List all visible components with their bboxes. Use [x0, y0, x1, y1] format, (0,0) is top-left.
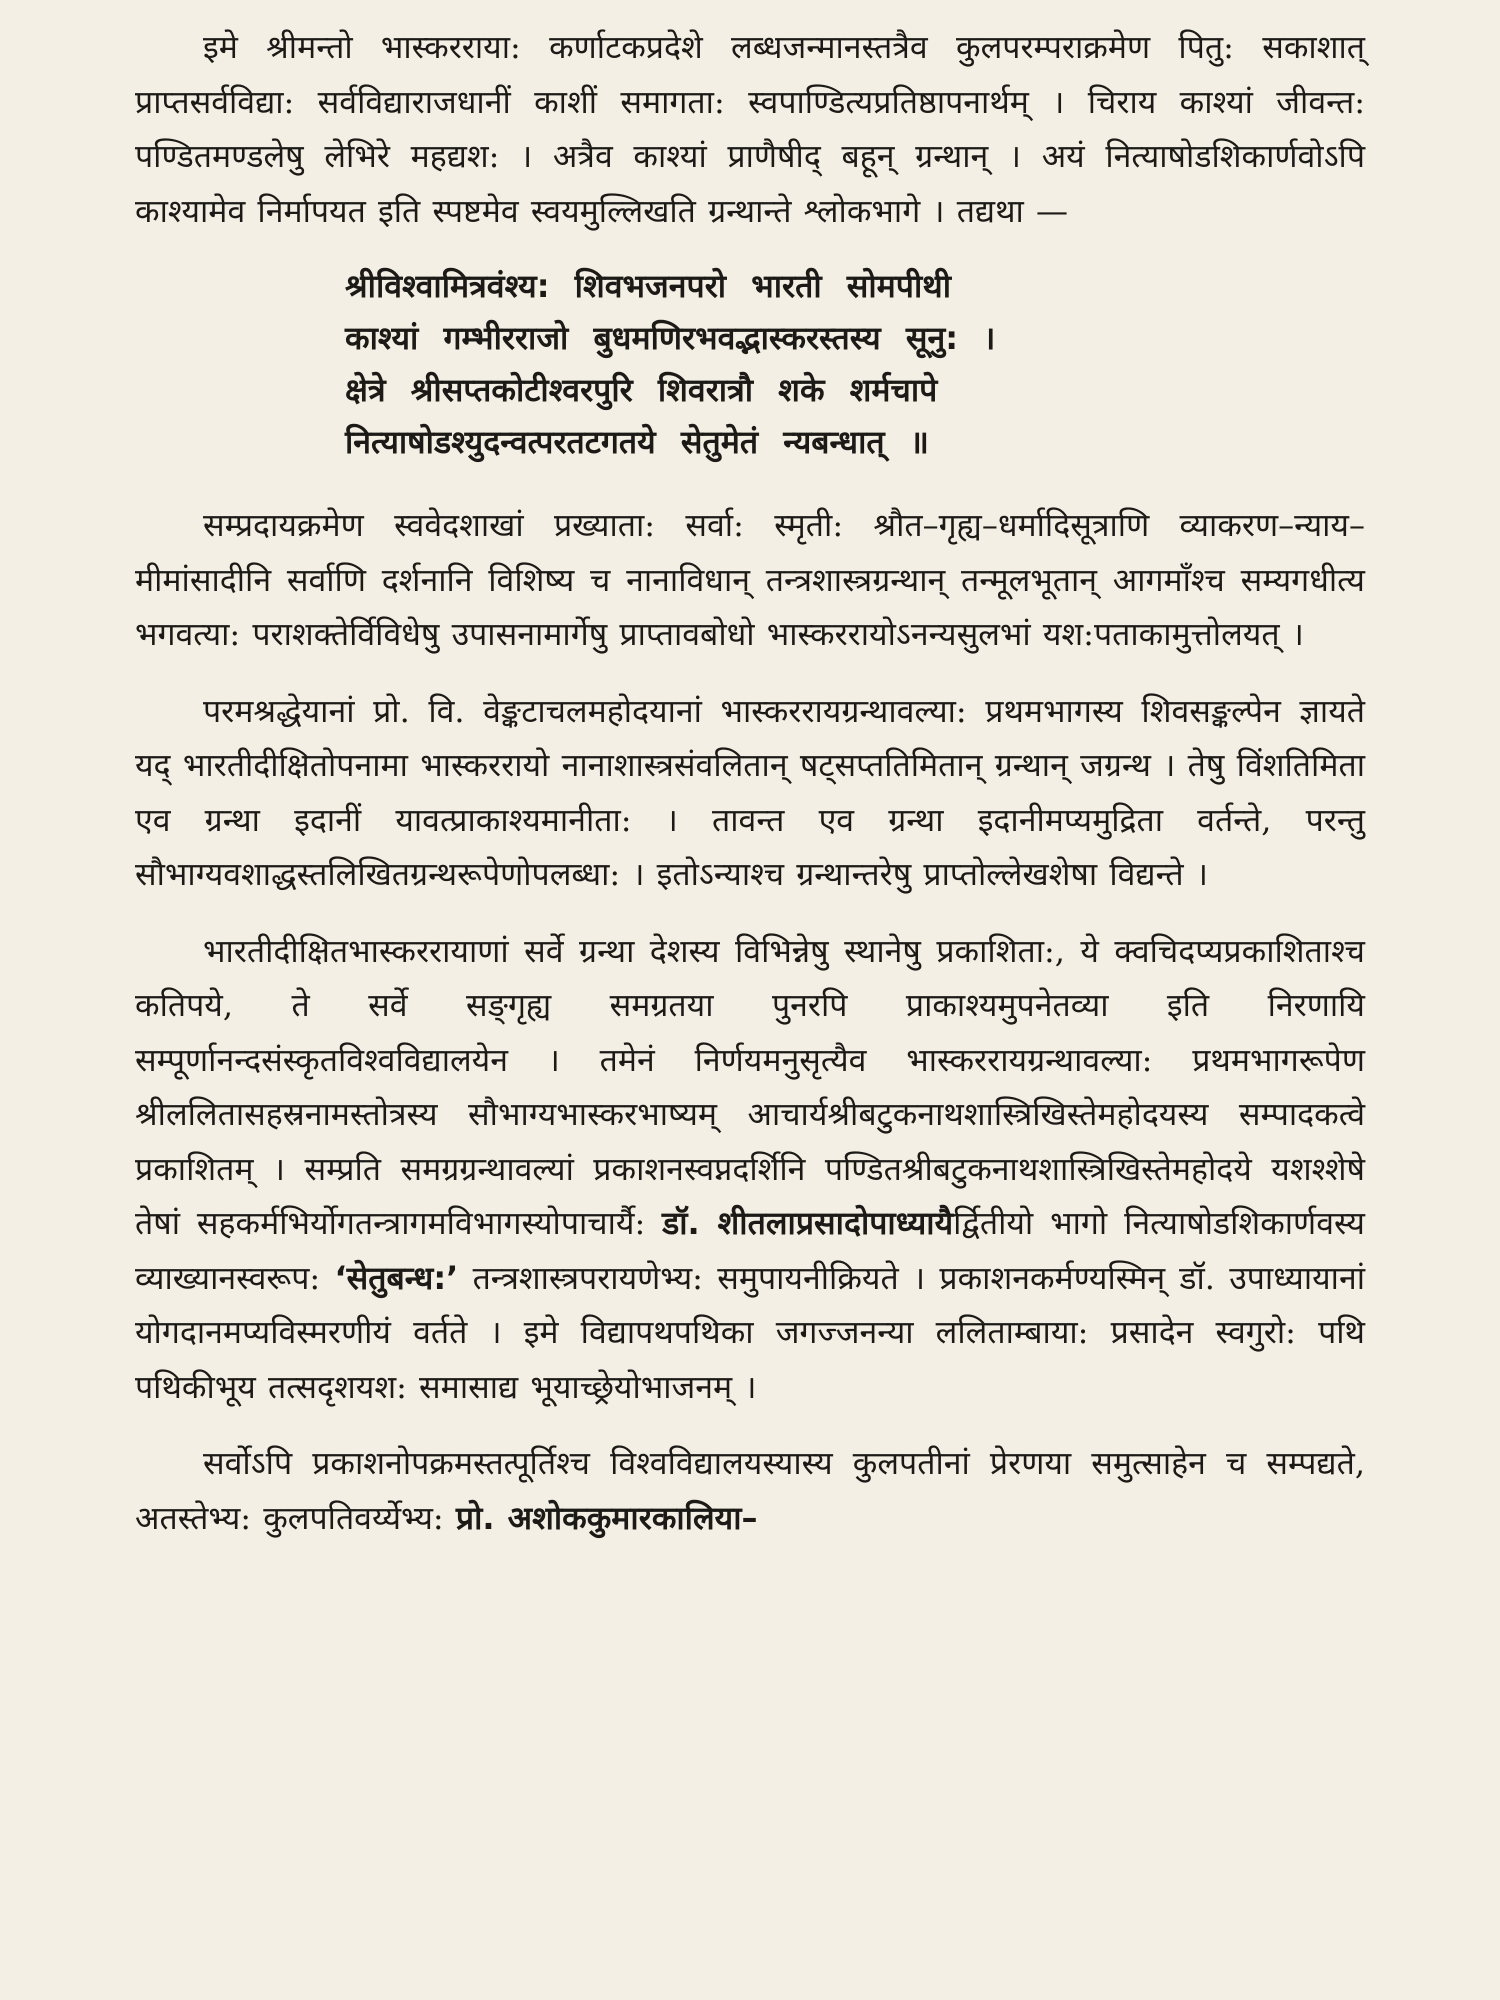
verse-line-1: श्रीविश्वामित्रवंश्य: शिवभजनपरो भारती सोमपीथी [345, 267, 952, 305]
paragraph-4-end: तन्त्रशास्त्रपरायणेभ्य: समुपायनीक्रियते । प्रकाशनकर्मण्यस्मिन् डॉ. उपाध्यायानां योगदानमप्यविस्मरणीयं वर्तते । इमे विद्यापथपथिका जगज्जनन्या ललिताम्बाया: प्रसादेन स्वगुरो: पथि पथिकीभूय तत्सदृशयश: समासाद्य भूयाच्छ्रेयोभाजनम् । [135, 1258, 1365, 1406]
paragraph-4-mid: र्द्वितीयो भागो नित्याषोडशिकार्णवस्य व्याख्यानस्वरूप: [135, 1204, 1365, 1297]
book-title-bold: ‘सेतुबन्ध:’ [334, 1258, 459, 1297]
paragraph-4-text: भारतीदीक्षितभास्कररायाणां सर्वे ग्रन्था देशस्य विभिन्नेषु स्थानेषु प्रकाशिता:, ये क्वचिदप्यप्रकाशिताश्च कतिपये, ते सर्वे सङ्गृह्य समग्रतया पुनरपि प्राकाश्यमुपनेतव्या इति निरणायि सम्पूर्णानन्दसंस्कृतविश्वविद्यालयेन । तमेनं निर्णयमनुसृत्यैव भास्कररायग्रन्थावल्या: प्रथमभागरूपेण श्रीललितासहस्रनामस्तोत्रस्य सौभाग्यभास्करभाष्यम् आचार्यश्रीबटुकनाथशास्त्रिखिस्तेमहोदयस्य सम्पादकत्वे प्रकाशितम् । सम्प्रति समग्रग्रन्थावल्यां प्रकाशनस्वप्नदर्शिनि पण्डितश्रीबटुकनाथशास्त्रिखिस्तेमहोदये यशश्शेषे तेषां सहकर्मभिर्योगतन्त्रागमविभागस्योपाचार्यै: [135, 931, 1365, 1242]
verse-line-2: काश्यां गम्भीरराजो बुधमणिरभवद्भास्करस्तस्य सूनु: । [345, 319, 996, 357]
paragraph-1 [135, 20, 1365, 238]
verse-block [345, 260, 1365, 468]
editor-name-bold: डॉ. शीतलाप्रसादोपाध्यायै [662, 1204, 954, 1242]
paragraph-5 [135, 1436, 1365, 1545]
verse-line-4: नित्याषोडश्युदन्वत्परतटगतये सेतुमेतं न्यबन्धात् ॥ [345, 423, 929, 461]
verse-line-3: क्षेत्रे श्रीसप्तकोटीश्वरपुरि शिवरात्रौ शके शर्मचापे [345, 371, 938, 409]
paragraph-3 [135, 684, 1365, 902]
paragraph-2-text: सम्प्रदायक्रमेण स्ववेदशाखां प्रख्याता: सर्वा: स्मृती: श्रौत–गृह्य–धर्मादिसूत्राणि व्याकरण–न्याय–मीमांसादीनि सर्वाणि दर्शनानि विशिष्य च नानाविधान् तन्त्रशास्त्रग्रन्थान् तन्मूलभूतान् आगमाँश्च सम्यगधीत्य भगवत्या: पराशक्तेर्विविधेषु उपासनामार्गेषु प्राप्तावबोधो भास्कररायोऽनन्यसुलभां यश:पताकामुत्तोलयत् । [135, 506, 1365, 653]
vice-chancellor-name-bold: प्रो. अशोककुमारकालिया– [455, 1498, 758, 1537]
paragraph-4 [135, 924, 1365, 1415]
paragraph-5-text: सर्वोऽपि प्रकाशनोपक्रमस्तत्पूर्तिश्च विश्वविद्यालयस्यास्य कुलपतीनां प्रेरणया समुत्साहेन च सम्पद्यते, अतस्तेभ्य: कुलपतिवर्य्येभ्य: [135, 1444, 1365, 1537]
paragraph-2 [135, 498, 1365, 662]
paragraph-1-text: इमे श्रीमन्तो भास्करराया: कर्णाटकप्रदेशे लब्धजन्मानस्तत्रैव कुलपरम्पराक्रमेण पितु: सकाशात् प्राप्तसर्वविद्या: सर्वविद्याराजधानीं काशीं समागता: स्वपाण्डित्यप्रतिष्ठापनार्थम् । चिराय काश्यां जीवन्त: पण्डितमण्डलेषु लेभिरे महद्यश: । अत्रैव काश्यां प्राणैषीद् बहून् ग्रन्थान् । अयं नित्याषोडशिकार्णवोऽपि काश्यामेव निर्मापयत इति स्पष्टमेव स्वयमुल्लिखति ग्रन्थान्ते श्लोकभागे । तद्यथा — [135, 28, 1365, 230]
paragraph-3-text: परमश्रद्धेयानां प्रो. वि. वेङ्कटाचलमहोदयानां भास्कररायग्रन्थावल्या: प्रथमभागस्य शिवसङ्कल्पेन ज्ञायते यद् भारतीदीक्षितोपनामा भास्कररायो नानाशास्त्रसंवलितान् षट्सप्ततिमितान् ग्रन्थान् जग्रन्थ । तेषु विंशतिमिता एव ग्रन्था इदानीं यावत्प्राकाश्यमानीता: । तावन्त एव ग्रन्था इदानीमप्यमुद्रिता वर्तन्ते, परन्तु सौभाग्यवशाद्धस्तलिखितग्रन्थरूपेणोपलब्धा: । इतोऽन्याश्च ग्रन्थान्तरेषु प्राप्तोल्लेखशेषा विद्यन्ते । [135, 691, 1365, 893]
